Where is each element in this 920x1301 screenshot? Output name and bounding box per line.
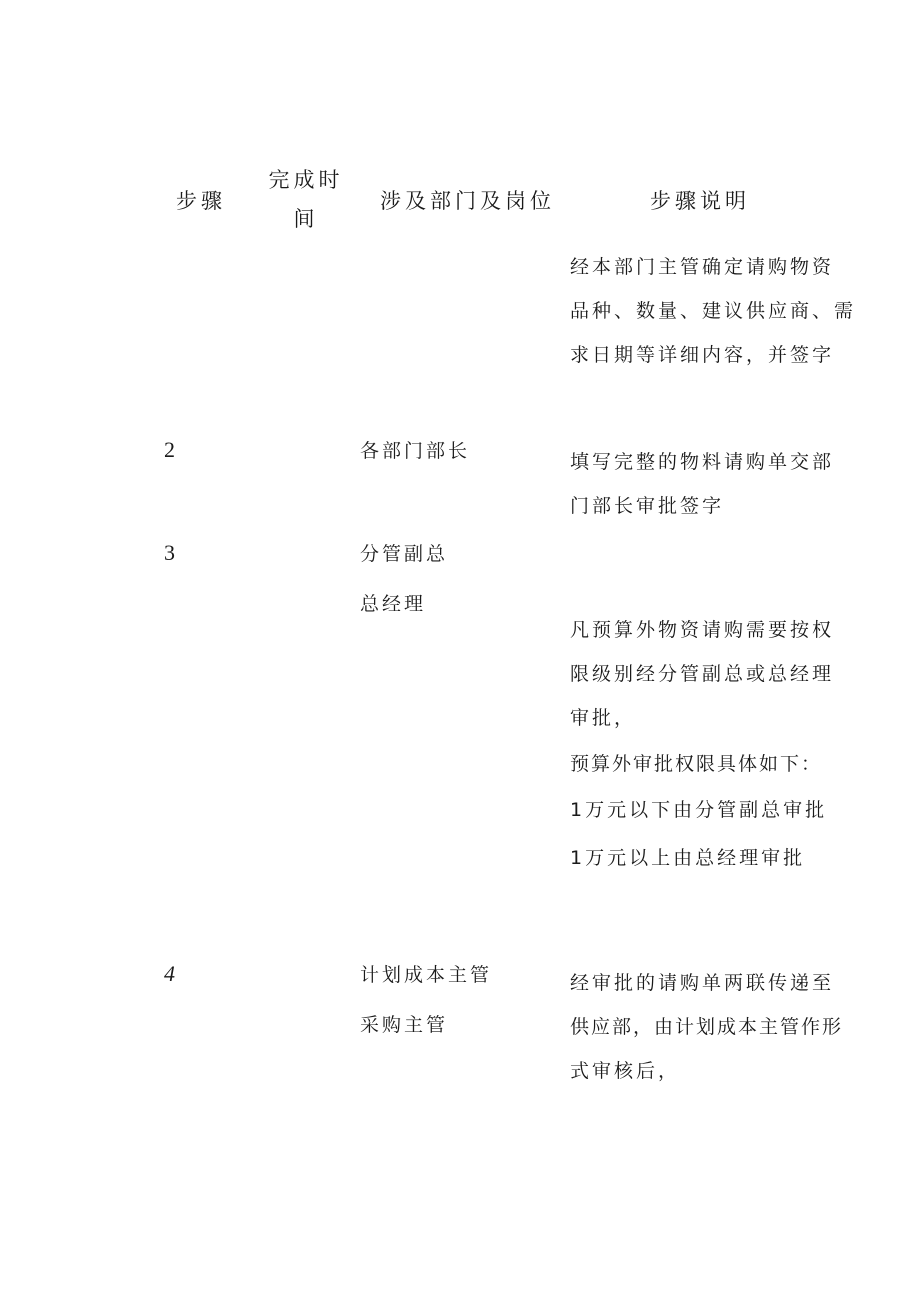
- row4-dept-line1: 计划成本主管: [360, 964, 493, 986]
- row1-desc-line1: 经本部门主管确定请购物资: [570, 256, 835, 278]
- row1-desc-line3: 求日期等详细内容，并签字: [570, 344, 835, 366]
- row4-desc-line2: 供应部，由计划成本主管作形: [570, 1016, 844, 1038]
- row2-desc-line2: 门部长审批签字: [570, 495, 725, 517]
- row2-desc-line1: 填写完整的物料请购单交部: [570, 451, 835, 473]
- header-dept: 涉及部门及岗位: [380, 189, 555, 213]
- header-time-line1: 完成时: [268, 168, 344, 192]
- row4-desc-line1: 经审批的请购单两联传递至: [570, 972, 835, 994]
- header-desc: 步骤说明: [650, 189, 750, 213]
- row3-dept-line1: 分管副总: [360, 543, 449, 565]
- row3-desc-line1: 凡预算外物资请购需要按权: [570, 619, 835, 641]
- row1-desc-line2: 品种、数量、建议供应商、需: [570, 300, 857, 322]
- row3-desc-line5: 1万元以下由分管副总审批: [570, 799, 828, 821]
- row2-step-number: 2: [164, 437, 175, 462]
- row4-dept-line2: 采购主管: [360, 1014, 449, 1036]
- row4-desc-line3: 式审核后，: [570, 1060, 681, 1082]
- row3-desc-line4: 预算外审批权限具体如下：: [570, 753, 823, 775]
- row4-step-number: 4: [164, 961, 175, 986]
- row3-dept-line2: 总经理: [360, 593, 427, 615]
- row3-desc-line3: 审批，: [570, 707, 637, 729]
- row3-desc-line2: 限级别经分管副总或总经理: [570, 663, 835, 685]
- row3-step-number: 3: [164, 540, 175, 565]
- header-step: 步骤: [176, 189, 226, 213]
- row2-dept-line1: 各部门部长: [360, 440, 471, 462]
- header-time-line2: 间: [293, 207, 319, 231]
- row3-desc-line6: 1万元以上由总经理审批: [570, 847, 806, 869]
